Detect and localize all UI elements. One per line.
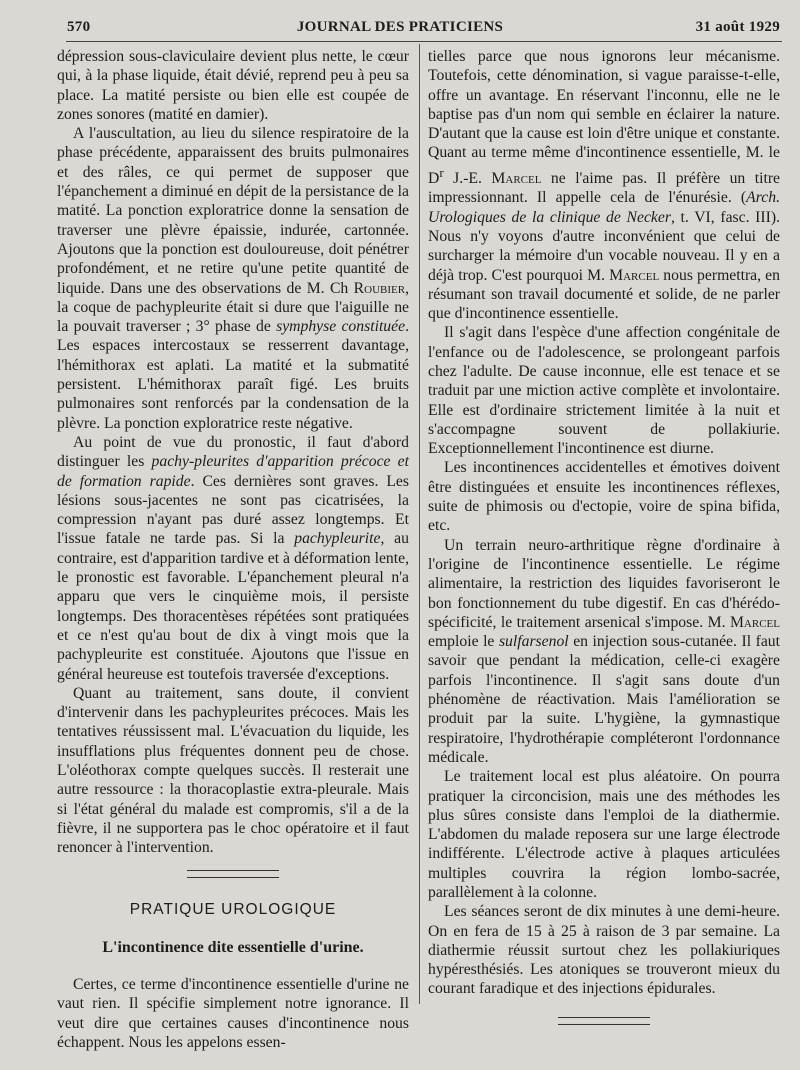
article-title: L'incontinence dite essentielle d'urine. — [102, 938, 364, 956]
paragraph: A l'auscultation, au lieu du silence respiratoire de la phase précédente, apparaissent des bruits pulmonaires et des râles, ce qui permet de supposer que l'épanchement a diminué en dépit de la persistance de la matité. La ponction exploratrice donne la sensation de traverser une plèvre épaissie, indurée, cartonnée. Ajoutons que la ponction est douloureuse, doit pénétrer profondément, et ne retire qu'une petite quantité de liquide. Dans une des observations de M. Ch Roubier, la coque de pachypleurite était si dure que l'aiguille ne la pouvait traverser ; 3° phase de symphyse constituée. Les espaces intercostaux se resserrent davantage, l'hémithorax est aplati. La matité et la submatité persistent. L'hémithorax paraît figé. Les bruits pulmonaires sont renforcés par la condensation de la plèvre. La ponction exploratrice reste négative. — [57, 125, 409, 432]
paragraph: Certes, ce terme d'incontinence essentielle d'urine ne vaut rien. Il spécifie simplement notre ignorance. Il veut dire que certaines causes d'incontinence nous échappent. Nous les appelons essen- — [57, 976, 409, 1051]
column-divider — [419, 44, 420, 1004]
section-title: PRATIQUE UROLOGIQUE — [129, 901, 337, 919]
header-rule — [66, 41, 782, 42]
paragraph: Les séances seront de dix minutes à une demi-heure. On en fera de 15 à 25 à raison de 3 par semaine. La diathermie réussit surtout chez les pollakiuriques hypéresthésiés. Les atoniques se trouveront mieux du courant faradique et des injections épidurales. — [428, 903, 780, 998]
author-name: Marcel — [609, 266, 660, 284]
paragraph: Un terrain neuro-arthritique règne d'ordinaire à l'origine de l'incontinence essentielle. Le régime alimentaire, la restriction des liquides favoriseront le bon fonctionnement du tube digestif. En cas d'hérédo-spécificité, le traitement arsenical s'impose. M. Marcel emploie le sulfarsenol en injection sous-cutanée. Il faut savoir que pendant la médication, celle-ci exagère parfois l'incontinence. Il s'agit sans doute d'un phénomène de réactivation. Mais l'amélioration se produit par la suite. L'hygiène, la gymnastique respiratoire, l'hydrothérapie compléteront l'ordonnance médicale. — [428, 536, 780, 766]
paragraph: Quant au traitement, sans doute, il convient d'intervenir dans les pachypleurites précoces. Mais les tentatives réussissent mal. L'évacuation du liquide, les insufflations plus fréquentes donnent peu de chose. L'oléothorax compte quelques succès. Il resterait une autre ressource : la thoracoplastie extra-pleurale. Mais si l'état général du malade est compromis, s'il a de la fièvre, il ne supportera pas le choc opératoire et il faut renoncer à l'intervention. — [57, 684, 409, 857]
paragraph: Au point de vue du pronostic, il faut d'abord distinguer les pachy-pleurites d'apparition précoce et de formation rapide. Ces dernières sont graves. Les lésions sous-jacentes ne sont pas cicatrisées, la compression n'ayant pas duré assez longtemps. Et l'issue fatale ne tarde pas. Si la pachypleurite, au contraire, est d'apparition tardive et à déformation lente, le pronostic est favorable. L'épanchement pleural n'a apparu que vers le cinquième mois, il persiste longtemps. Des thoracentèses répétées sont pratiquées et ce n'est qu'au bout de dix à vingt mois que la pachypleurite est constituée. Ajoutons que l'issue en général heureuse est toutefois traversée d'exceptions. — [57, 433, 409, 683]
running-header — [0, 0, 800, 44]
left-column — [57, 47, 409, 1052]
end-separator — [558, 1017, 650, 1025]
right-column — [428, 47, 780, 1025]
paragraph: dépression sous-claviculaire devient plus nette, le cœur qui, à la phase liquide, était dévié, reprend peu à peu sa place. La matité persiste ou bien elle est coupée de zones sonores (matité en damier). — [57, 48, 409, 123]
paragraph: tielles parce que nous ignorons leur mécanisme. Toutefois, cette dénomination, si vague paraisse-t-elle, offre un avantage. En réservant l'inconnu, elle ne le baptise pas d'un nom qui semble en éclairer la nature. D'autant que la cause est loin d'être unique et constante. Quant au terme même d'incontinence essentielle, M. le $D^r$ J.-E. Marcel ne l'aime pas. Il préfère un titre impressionnant. Il appelle cela de l'énurésie. (Arch. Urologiques de la clinique de Necker, t. VI, fasc. III). Nous n'y voyons d'autre inconvénient que celui de surcharger la mémoire d'un vocable nouveau. Il y en a déjà trop. C'est pourquoi M. Marcel nous permettra, en résumant son travail documenté et solide, de ne parler que d'incontinence essentielle. — [428, 48, 781, 323]
paragraph: Il s'agit dans l'espèce d'une affection congénitale de l'enfance ou de l'adolescence, se prolongeant parfois chez l'adulte. De cause inconnue, elle est tenace et se traduit par une miction active complète et involontaire. Elle est d'ordinaire strictement limitée à la nuit et s'accompagne souvent de pollakiurie. Exceptionnellement l'incontinence est diurne. — [428, 324, 780, 458]
author-name: Marcel — [729, 613, 780, 631]
journal-title: JOURNAL DES PRATICIENS — [296, 19, 504, 35]
author-name: Marcel — [491, 170, 542, 188]
section-separator — [187, 870, 279, 878]
author-name: Roubier — [353, 279, 406, 297]
issue-date: 31 août 1929 — [695, 19, 780, 35]
paragraph: Les incontinences accidentelles et émotives doivent être distinguées et ensuite les incontinences réflexes, suite de phimosis ou d'ectopie, voire de spina bifida, etc. — [428, 459, 780, 535]
paragraph: Le traitement local est plus aléatoire. On pourra pratiquer la circoncision, mais une des méthodes les plus sûres consiste dans l'emploi de la diathermie. L'abdomen du malade reposera sur une large électrode indifférente. L'électrode active à plaques articulées multiples couvrira la région lombo-sacrée, parallèlement à la colonne. — [428, 768, 780, 901]
page-number: 570 — [67, 19, 91, 35]
